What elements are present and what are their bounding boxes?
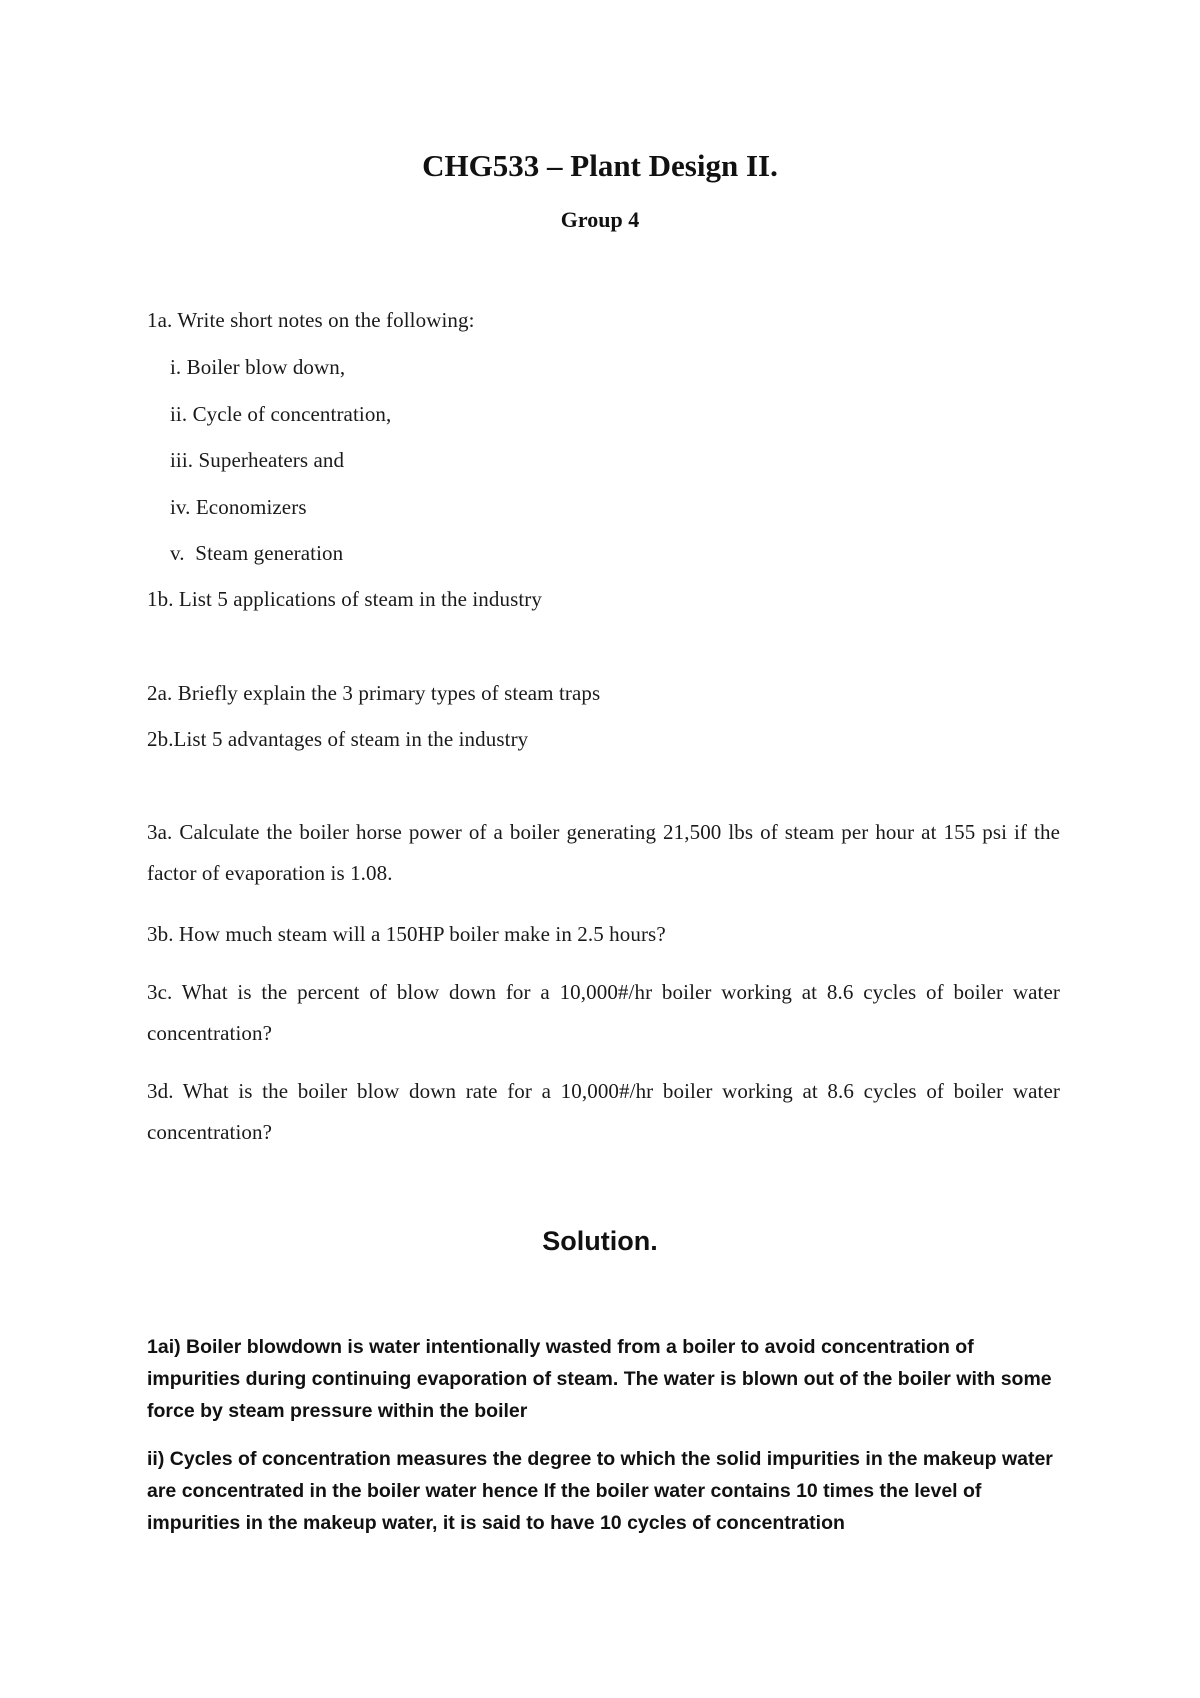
question-1a-item-ii: ii. Cycle of concentration, xyxy=(170,402,392,426)
question-1a-item-v: v. Steam generation xyxy=(170,541,344,565)
question-2b: 2b.List 5 advantages of steam in the industry xyxy=(147,727,529,751)
answer-1aii: ii) Cycles of concentration measures the degree to which the solid impurities in the makeup water are concentrated in the boiler water hence If the boiler water contains 10 times the level of impurities in the makeup water, it is said to have 10 cycles of concentration xyxy=(147,1448,1053,1534)
page-title: CHG533 – Plant Design II. xyxy=(422,148,778,183)
question-3a: 3a. Calculate the boiler horse power of a boiler generating 21,500 lbs of steam per hour at 155 psi if the factor of evaporation is 1.08. xyxy=(147,820,1060,885)
question-3c: 3c. What is the percent of blow down for a 10,000#/hr boiler working at 8.6 cycles of boiler water concentration? xyxy=(147,980,1060,1045)
question-1a-intro: 1a. Write short notes on the following: xyxy=(147,308,475,332)
question-3d: 3d. What is the boiler blow down rate for a 10,000#/hr boiler working at 8.6 cycles of boiler water concentration? xyxy=(147,1079,1060,1144)
answer-1ai: 1ai) Boiler blowdown is water intentionally wasted from a boiler to avoid concentration of impurities during continuing evaporation of steam. The water is blown out of the boiler with some force by steam pressure within the boiler xyxy=(147,1336,1052,1422)
group-subtitle: Group 4 xyxy=(560,207,640,232)
question-1a-item-iv: iv. Economizers xyxy=(170,495,307,519)
question-2a: 2a. Briefly explain the 3 primary types of steam traps xyxy=(147,681,601,705)
solution-heading: Solution. xyxy=(542,1226,658,1256)
question-1b: 1b. List 5 applications of steam in the industry xyxy=(147,587,542,611)
question-1a-item-i: i. Boiler blow down, xyxy=(170,355,346,379)
question-1a-item-iii: iii. Superheaters and xyxy=(170,448,345,472)
question-3b: 3b. How much steam will a 150HP boiler make in 2.5 hours? xyxy=(147,922,666,946)
